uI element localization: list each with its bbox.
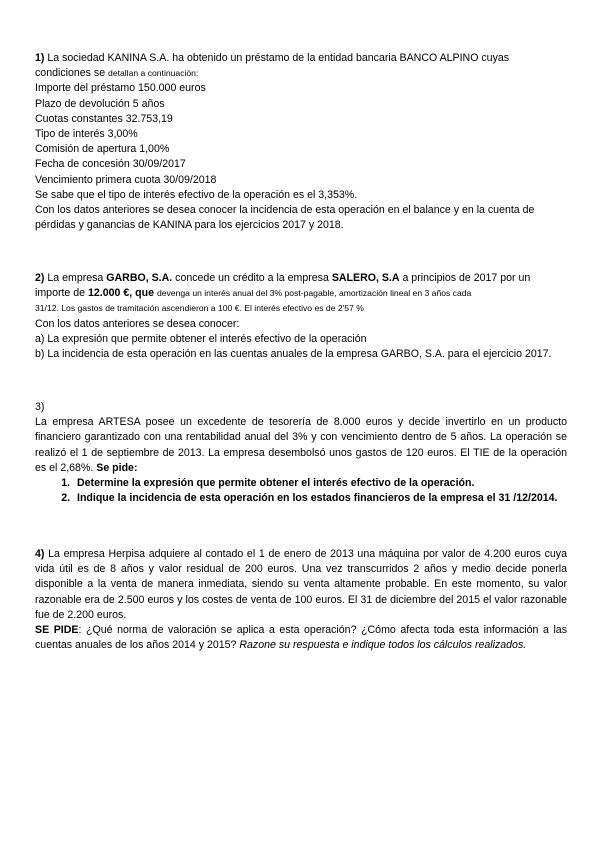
loan-term: Plazo de devolución 5 años bbox=[35, 97, 165, 110]
credit-amount: 12.000 € bbox=[88, 287, 130, 300]
loan-opening-fee: Comisión de apertura 1,00% bbox=[35, 143, 170, 156]
exercise-3-question-1: 1. Determine la expresión que permite obtener el interés efectivo de la operación. bbox=[73, 476, 567, 491]
loan-interest-rate: Tipo de interés 3,00% bbox=[35, 128, 138, 141]
exercise-1-intro-line-1 bbox=[35, 51, 567, 66]
exercise-4 bbox=[35, 547, 567, 653]
loan-amount: Importe del préstamo 150.000 euros bbox=[35, 82, 206, 95]
loan-first-due-date: Vencimiento primera cuota 30/09/2018 bbox=[35, 173, 217, 186]
exercise-2-item-b: b) La incidencia de esta operación en las cuentas anuales de la empresa GARBO, S.A. para el ejercicio 2017. bbox=[35, 348, 552, 361]
exercise-2-request: Con los datos anteriores se desea conocer: bbox=[35, 317, 240, 330]
exercise-2-line-3: 31/12. Los gastos de tramitación ascendieron a 100 €. El interés efectivo es de 2'57 % bbox=[35, 303, 364, 314]
exercise-4-body: La empresa Herpisa adquiere al contado el 1 de enero de 2013 una máquina por valor de 4.200 euros cuya vida útil es de 8 años y valor residual de 200 euros. Una vez transcurridos 2 años y medio decide ponerla disponible a la venta de manera inmediata, siendo su venta altamente probable. En este momento, su valor razonable era de 2.500 euros y los costes de venta de 100 euros. El 31 de diciembre del 2015 el valor razonable fue de 2.200 euros. bbox=[35, 548, 567, 621]
company-garbo: GARBO, S.A. bbox=[106, 272, 173, 284]
exercise-2-item-a: a) La expresión que permite obtener el interés efectivo de la operación bbox=[35, 332, 367, 345]
exercise-2-line-1: 2) La empresa GARBO, S.A. concede un crédito a la empresa SALERO, S.A a principios de 2017 por un bbox=[35, 272, 531, 284]
exercise-number: 3) bbox=[35, 401, 45, 413]
exercise-2-line-2: importe de 12.000 €, que devenga un interés anual del 3% post-pagable, amortización lineal en 3 años cada bbox=[35, 287, 472, 300]
exercise-1-question-1: Con los datos anteriores se desea conocer la incidencia de esta operación en el balance y en la cuenta de bbox=[35, 204, 535, 217]
se-pide-label: SE PIDE bbox=[35, 624, 79, 637]
exercise-1-question-2: pérdidas y ganancias de KANINA para los ejercicios 2017 y 2018. bbox=[35, 219, 344, 232]
exercise-number: 1) bbox=[35, 52, 45, 64]
exercise-3-question-2: 2. Indique la incidencia de esta operación en los estados financieros de la empresa el 31 /12/2014. bbox=[73, 491, 567, 506]
exercise-1 bbox=[35, 51, 567, 233]
exercise-number: 2) bbox=[35, 272, 45, 284]
exercise-3-body: La empresa ARTESA posee un excedente de tesorería de 8.000 euros y decide invertirlo en un producto financiero garantizado con una rentabilidad anual del 3% y con vencimiento dentro de 5 años. La operación se realizó el 1 de septiembre de 2013. La empresa desembolsó unos gastos de 120 euros. El TIE de la operación es el 2,68%. Se pide: bbox=[35, 416, 567, 474]
exercise-3 bbox=[35, 400, 567, 506]
company-salero: SALERO, S.A bbox=[331, 272, 400, 284]
loan-grant-date: Fecha de concesión 30/09/2017 bbox=[35, 158, 186, 171]
exercise-2 bbox=[35, 271, 567, 362]
effective-rate-note: Se sabe que el tipo de interés efectivo de la operación es el 3,353%. bbox=[35, 188, 358, 201]
exercise-3-questions bbox=[35, 476, 567, 506]
exercise-4-instruction: Razone su respuesta e indique todos los cálculos realizados. bbox=[239, 639, 527, 652]
exercise-1-intro-line-2: condiciones se detallan a continuación: bbox=[35, 67, 199, 80]
exercise-1-intro: La sociedad KANINA S.A. ha obtenido un préstamo de la entidad bancaria BANCO ALPINO cuyas bbox=[47, 52, 510, 64]
loan-installment: Cuotas constantes 32.753,19 bbox=[35, 112, 173, 125]
exercise-4-question: : ¿Qué norma de valoración se aplica a esta operación? ¿Cómo afecta toda esta información a las cuentas anuales de los años 2014 y 2015? bbox=[35, 624, 567, 652]
se-pide-label: Se pide: bbox=[96, 461, 138, 474]
exercise-number: 4) bbox=[35, 548, 45, 560]
